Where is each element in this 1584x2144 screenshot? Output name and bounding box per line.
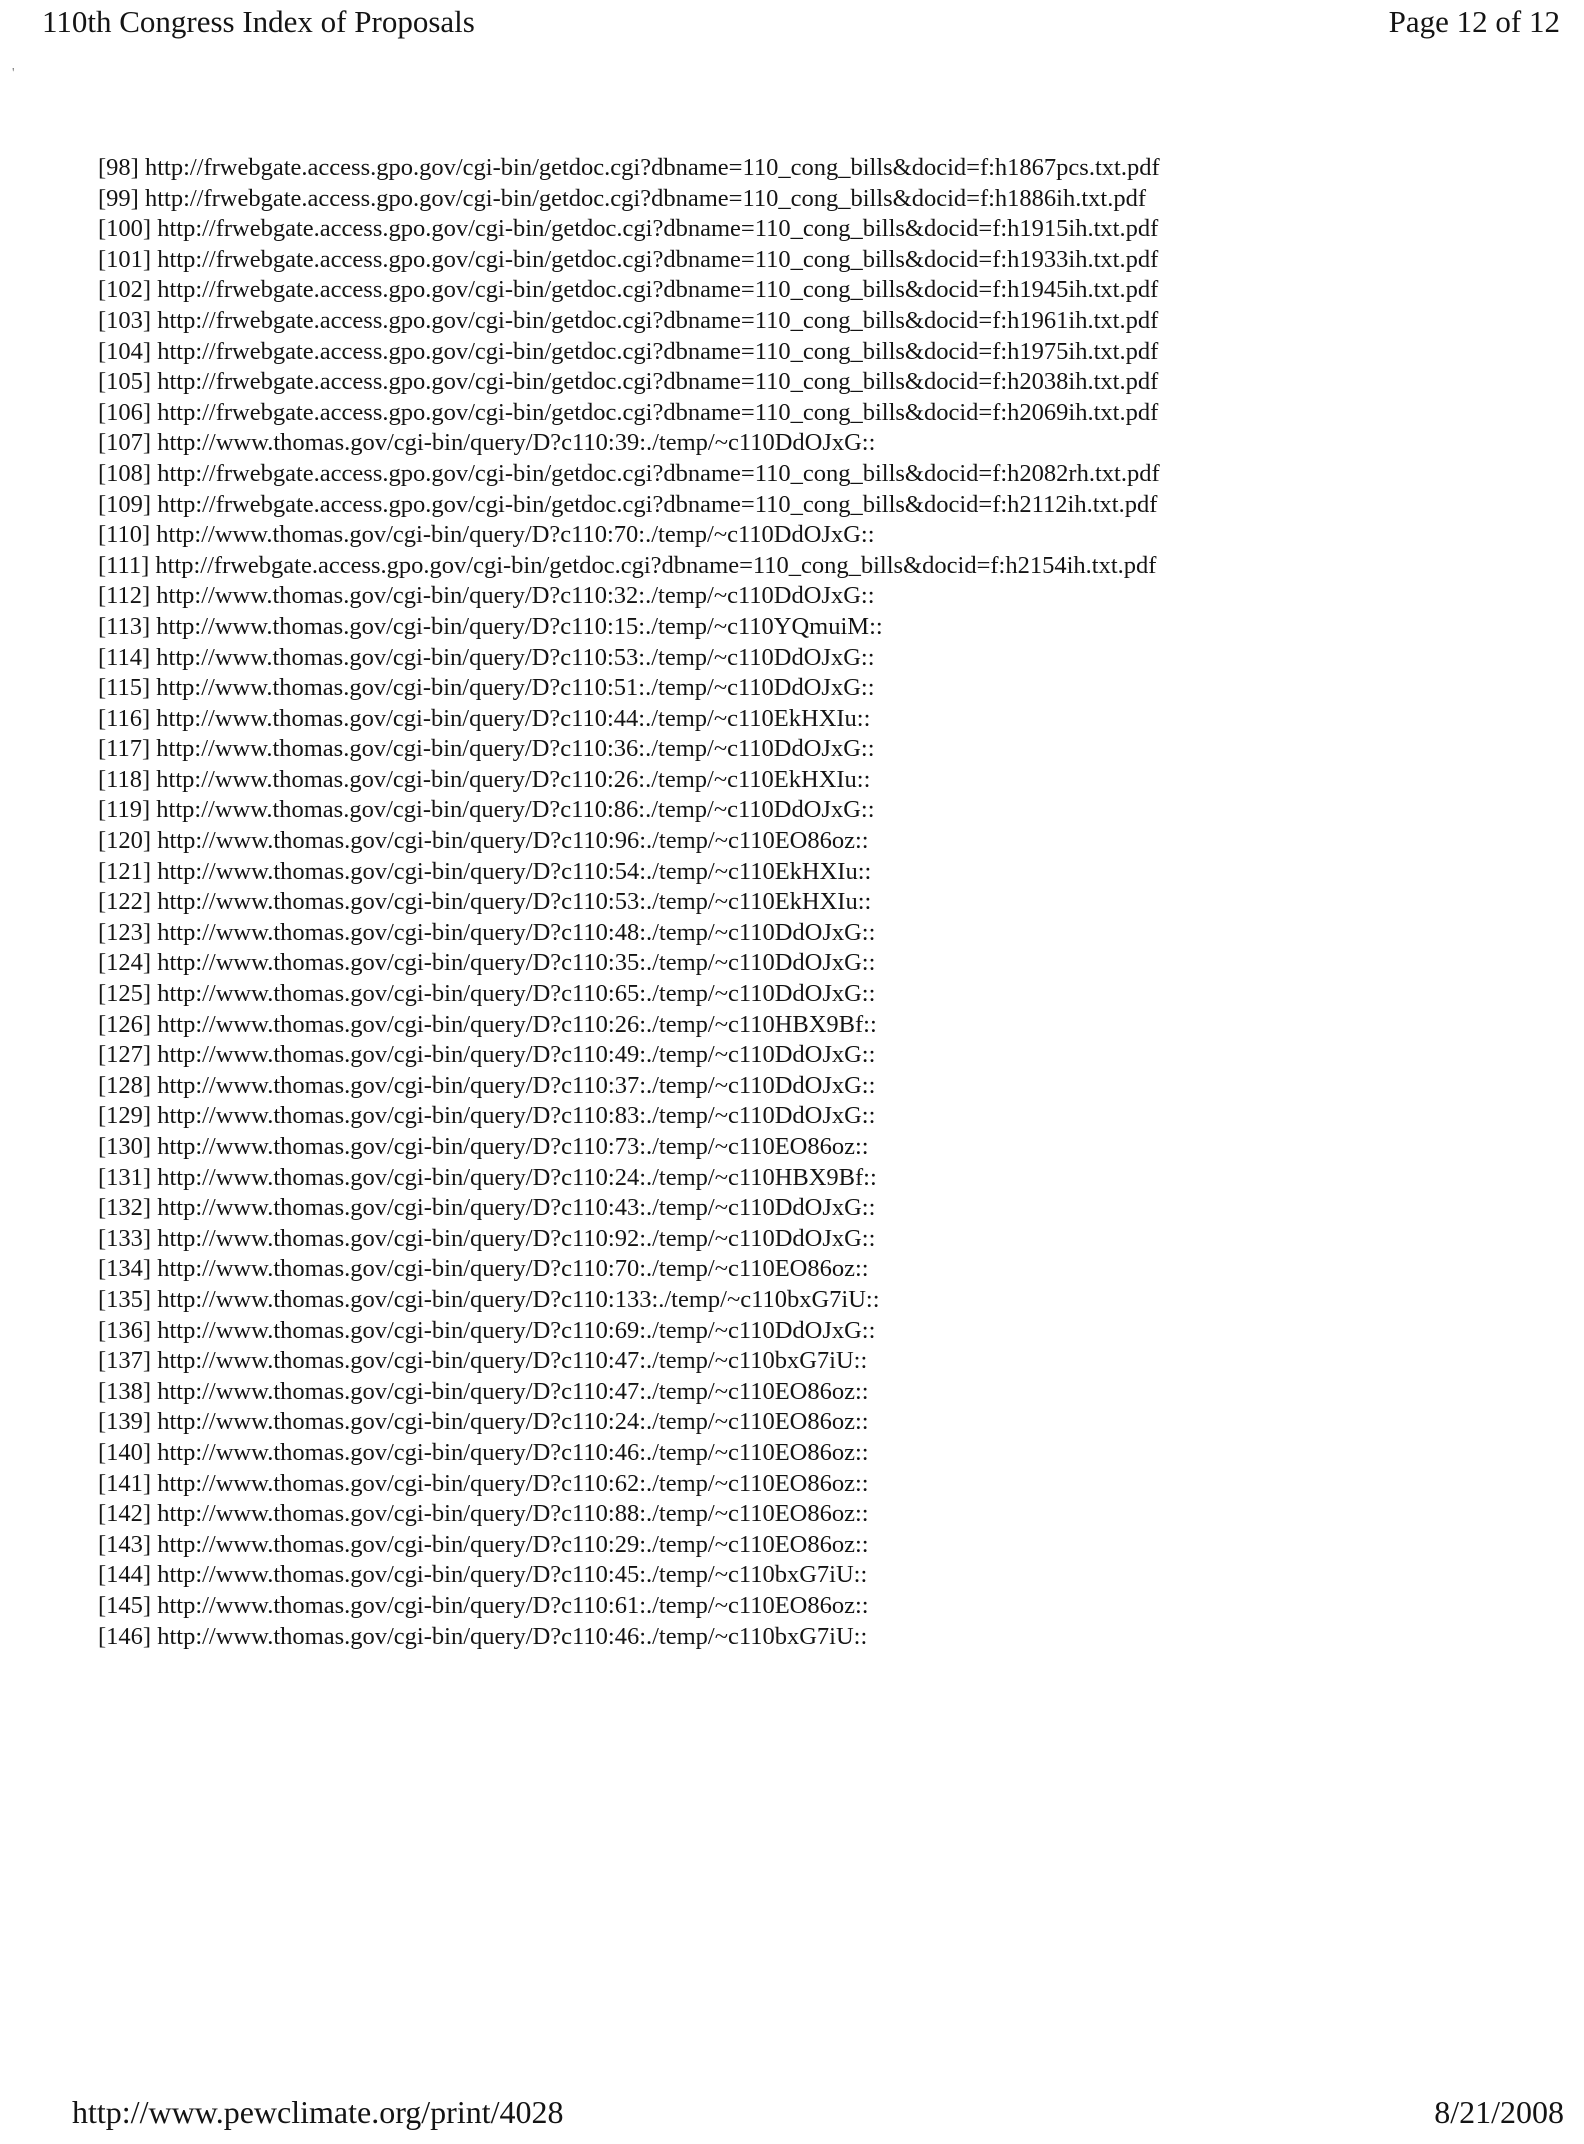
reference-number: [110] — [98, 521, 151, 549]
reference-url: http://www.thomas.gov/cgi-bin/query/D?c110:86:./temp/~c110DdOJxG:: — [156, 796, 875, 824]
reference-url: http://frwebgate.access.gpo.gov/cgi-bin/getdoc.cgi?dbname=110_cong_bills&docid=f:h2082rh.txt.pdf — [157, 459, 1160, 487]
reference-number: [112] — [98, 582, 151, 610]
reference-number: [117] — [98, 735, 151, 763]
reference-item — [98, 1499, 1160, 1530]
reference-item — [98, 1560, 1160, 1591]
reference-url: http://www.thomas.gov/cgi-bin/query/D?c110:48:./temp/~c110DdOJxG:: — [157, 918, 876, 946]
reference-url: http://www.thomas.gov/cgi-bin/query/D?c110:70:./temp/~c110DdOJxG:: — [156, 521, 875, 549]
reference-item — [98, 581, 1160, 612]
reference-url: http://frwebgate.access.gpo.gov/cgi-bin/getdoc.cgi?dbname=110_cong_bills&docid=f:h1961ih.txt.pdf — [157, 306, 1159, 334]
scan-mark: ' — [12, 66, 15, 81]
reference-number: [100] — [98, 215, 152, 243]
reference-url: http://www.thomas.gov/cgi-bin/query/D?c110:26:./temp/~c110EkHXIu:: — [156, 765, 871, 793]
reference-item — [98, 765, 1160, 796]
reference-url: http://www.thomas.gov/cgi-bin/query/D?c110:133:./temp/~c110bxG7iU:: — [157, 1285, 880, 1313]
reference-item — [98, 398, 1160, 429]
reference-url: http://www.thomas.gov/cgi-bin/query/D?c110:37:./temp/~c110DdOJxG:: — [157, 1071, 876, 1099]
reference-item — [98, 826, 1160, 857]
reference-number: [109] — [98, 490, 152, 518]
reference-url: http://www.thomas.gov/cgi-bin/query/D?c110:49:./temp/~c110DdOJxG:: — [157, 1041, 876, 1069]
reference-number: [107] — [98, 429, 152, 457]
reference-number: [98] — [98, 154, 139, 181]
reference-url: http://www.thomas.gov/cgi-bin/query/D?c110:53:./temp/~c110EkHXIu:: — [157, 888, 872, 916]
reference-number: [144] — [98, 1561, 152, 1589]
reference-number: [129] — [98, 1102, 152, 1130]
reference-item — [98, 551, 1160, 582]
reference-number: [122] — [98, 888, 152, 916]
reference-number: [131] — [98, 1163, 152, 1191]
reference-number: [108] — [98, 459, 152, 487]
reference-number: [136] — [98, 1316, 152, 1344]
reference-url: http://www.thomas.gov/cgi-bin/query/D?c110:61:./temp/~c110EO86oz:: — [157, 1591, 869, 1619]
reference-number: [143] — [98, 1530, 152, 1558]
reference-item — [98, 459, 1160, 490]
reference-number: [128] — [98, 1071, 152, 1099]
reference-number: [106] — [98, 398, 152, 426]
reference-url: http://www.thomas.gov/cgi-bin/query/D?c110:88:./temp/~c110EO86oz:: — [157, 1500, 869, 1528]
reference-number: [119] — [98, 796, 151, 824]
page-header-title: 110th Congress Index of Proposals — [42, 4, 475, 39]
reference-number: [126] — [98, 1010, 152, 1038]
reference-item — [98, 367, 1160, 398]
reference-item — [98, 306, 1160, 337]
reference-item — [98, 245, 1160, 276]
reference-number: [140] — [98, 1438, 152, 1466]
reference-url: http://www.thomas.gov/cgi-bin/query/D?c110:47:./temp/~c110EO86oz:: — [157, 1377, 869, 1405]
reference-url: http://frwebgate.access.gpo.gov/cgi-bin/getdoc.cgi?dbname=110_cong_bills&docid=f:h2038ih.txt.pdf — [157, 368, 1159, 396]
reference-url: http://www.thomas.gov/cgi-bin/query/D?c110:24:./temp/~c110EO86oz:: — [157, 1408, 869, 1436]
reference-item — [98, 1622, 1160, 1653]
reference-url: http://www.thomas.gov/cgi-bin/query/D?c110:47:./temp/~c110bxG7iU:: — [157, 1347, 868, 1375]
reference-url: http://www.thomas.gov/cgi-bin/query/D?c110:51:./temp/~c110DdOJxG:: — [156, 674, 875, 702]
reference-item — [98, 275, 1160, 306]
reference-number: [135] — [98, 1285, 152, 1313]
reference-number: [99] — [98, 184, 139, 212]
reference-url: http://www.thomas.gov/cgi-bin/query/D?c110:44:./temp/~c110EkHXIu:: — [156, 704, 871, 732]
reference-url: http://www.thomas.gov/cgi-bin/query/D?c110:70:./temp/~c110EO86oz:: — [157, 1255, 869, 1283]
reference-item — [98, 184, 1160, 215]
reference-number: [132] — [98, 1194, 152, 1222]
reference-number: [142] — [98, 1500, 152, 1528]
reference-url: http://frwebgate.access.gpo.gov/cgi-bin/getdoc.cgi?dbname=110_cong_bills&docid=f:h2069ih.txt.pdf — [157, 398, 1159, 426]
reference-number: [113] — [98, 612, 151, 640]
reference-number: [146] — [98, 1622, 152, 1650]
reference-number: [134] — [98, 1255, 152, 1283]
reference-url: http://www.thomas.gov/cgi-bin/query/D?c110:96:./temp/~c110EO86oz:: — [157, 827, 869, 855]
reference-number: [103] — [98, 306, 152, 334]
reference-url: http://www.thomas.gov/cgi-bin/query/D?c110:39:./temp/~c110DdOJxG:: — [157, 429, 876, 457]
reference-item — [98, 428, 1160, 459]
reference-number: [120] — [98, 827, 152, 855]
reference-url: http://www.thomas.gov/cgi-bin/query/D?c110:32:./temp/~c110DdOJxG:: — [156, 582, 875, 610]
reference-url: http://frwebgate.access.gpo.gov/cgi-bin/getdoc.cgi?dbname=110_cong_bills&docid=f:h1867pcs.txt.pdf — [144, 154, 1160, 181]
reference-item — [98, 857, 1160, 888]
reference-item — [98, 153, 1160, 184]
reference-number: [116] — [98, 704, 151, 732]
reference-item — [98, 1407, 1160, 1438]
reference-number: [105] — [98, 368, 152, 396]
reference-number: [139] — [98, 1408, 152, 1436]
reference-item — [98, 1071, 1160, 1102]
reference-number: [141] — [98, 1469, 152, 1497]
reference-url: http://www.thomas.gov/cgi-bin/query/D?c110:69:./temp/~c110DdOJxG:: — [157, 1316, 876, 1344]
reference-item — [98, 1132, 1160, 1163]
reference-url: http://www.thomas.gov/cgi-bin/query/D?c110:65:./temp/~c110DdOJxG:: — [157, 980, 876, 1008]
reference-url: http://www.thomas.gov/cgi-bin/query/D?c110:35:./temp/~c110DdOJxG:: — [157, 949, 876, 977]
reference-number: [102] — [98, 276, 152, 304]
reference-url: http://frwebgate.access.gpo.gov/cgi-bin/getdoc.cgi?dbname=110_cong_bills&docid=f:h2154ih.txt.pdf — [155, 551, 1157, 579]
reference-item — [98, 918, 1160, 949]
reference-item — [98, 1469, 1160, 1500]
reference-item — [98, 1346, 1160, 1377]
reference-item — [98, 1530, 1160, 1561]
reference-url: http://www.thomas.gov/cgi-bin/query/D?c110:46:./temp/~c110bxG7iU:: — [157, 1622, 868, 1650]
reference-number: [124] — [98, 949, 152, 977]
reference-item — [98, 612, 1160, 643]
reference-number: [130] — [98, 1133, 152, 1160]
reference-url: http://www.thomas.gov/cgi-bin/query/D?c110:36:./temp/~c110DdOJxG:: — [156, 735, 875, 763]
reference-item — [98, 1101, 1160, 1132]
reference-url: http://www.thomas.gov/cgi-bin/query/D?c110:24:./temp/~c110HBX9Bf:: — [157, 1163, 877, 1191]
reference-number: [127] — [98, 1041, 152, 1069]
reference-number: [115] — [98, 674, 151, 702]
reference-url: http://www.thomas.gov/cgi-bin/query/D?c110:62:./temp/~c110EO86oz:: — [157, 1469, 869, 1497]
reference-number: [138] — [98, 1377, 152, 1405]
reference-item — [98, 643, 1160, 674]
reference-item — [98, 1316, 1160, 1347]
reference-number: [111] — [98, 551, 150, 579]
reference-item — [98, 704, 1160, 735]
reference-item — [98, 1163, 1160, 1194]
reference-item — [98, 520, 1160, 551]
reference-item — [98, 734, 1160, 765]
reference-number: [125] — [98, 980, 152, 1008]
reference-url: http://www.thomas.gov/cgi-bin/query/D?c110:43:./temp/~c110DdOJxG:: — [157, 1194, 876, 1222]
reference-url: http://frwebgate.access.gpo.gov/cgi-bin/getdoc.cgi?dbname=110_cong_bills&docid=f:h1945ih.txt.pdf — [157, 276, 1159, 304]
reference-number: [118] — [98, 765, 151, 793]
reference-item — [98, 1040, 1160, 1071]
reference-url: http://www.thomas.gov/cgi-bin/query/D?c110:15:./temp/~c110YQmuiM:: — [156, 612, 883, 640]
reference-item — [98, 1010, 1160, 1041]
reference-item — [98, 1285, 1160, 1316]
reference-url: http://www.thomas.gov/cgi-bin/query/D?c110:73:./temp/~c110EO86oz:: — [157, 1133, 869, 1160]
reference-item — [98, 1224, 1160, 1255]
reference-number: [101] — [98, 245, 152, 273]
reference-url: http://www.thomas.gov/cgi-bin/query/D?c110:92:./temp/~c110DdOJxG:: — [157, 1224, 876, 1252]
reference-url: http://frwebgate.access.gpo.gov/cgi-bin/getdoc.cgi?dbname=110_cong_bills&docid=f:h2112ih.txt.pdf — [157, 490, 1158, 518]
footer-url: http://www.pewclimate.org/print/4028 — [72, 2094, 564, 2130]
reference-item — [98, 795, 1160, 826]
reference-url: http://frwebgate.access.gpo.gov/cgi-bin/getdoc.cgi?dbname=110_cong_bills&docid=f:h1975ih.txt.pdf — [157, 337, 1159, 365]
reference-url: http://frwebgate.access.gpo.gov/cgi-bin/getdoc.cgi?dbname=110_cong_bills&docid=f:h1915ih.txt.pdf — [157, 215, 1159, 243]
reference-url: http://www.thomas.gov/cgi-bin/query/D?c110:53:./temp/~c110DdOJxG:: — [156, 643, 875, 671]
reference-item — [98, 1254, 1160, 1285]
reference-number: [121] — [98, 857, 152, 885]
reference-item — [98, 1193, 1160, 1224]
reference-item — [98, 887, 1160, 918]
reference-list — [98, 153, 1160, 1652]
reference-number: [123] — [98, 918, 152, 946]
reference-number: [145] — [98, 1591, 152, 1619]
reference-item — [98, 214, 1160, 245]
reference-url: http://www.thomas.gov/cgi-bin/query/D?c110:46:./temp/~c110EO86oz:: — [157, 1438, 869, 1466]
reference-number: [104] — [98, 337, 152, 365]
reference-url: http://www.thomas.gov/cgi-bin/query/D?c110:83:./temp/~c110DdOJxG:: — [157, 1102, 876, 1130]
reference-number: [114] — [98, 643, 151, 671]
reference-item — [98, 1377, 1160, 1408]
reference-url: http://www.thomas.gov/cgi-bin/query/D?c110:54:./temp/~c110EkHXIu:: — [157, 857, 872, 885]
reference-url: http://frwebgate.access.gpo.gov/cgi-bin/getdoc.cgi?dbname=110_cong_bills&docid=f:h1933ih.txt.pdf — [157, 245, 1159, 273]
reference-url: http://frwebgate.access.gpo.gov/cgi-bin/getdoc.cgi?dbname=110_cong_bills&docid=f:h1886ih.txt.pdf — [144, 184, 1147, 212]
reference-item — [98, 948, 1160, 979]
reference-url: http://www.thomas.gov/cgi-bin/query/D?c110:29:./temp/~c110EO86oz:: — [157, 1530, 869, 1558]
reference-url: http://www.thomas.gov/cgi-bin/query/D?c110:26:./temp/~c110HBX9Bf:: — [157, 1010, 877, 1038]
reference-number: [137] — [98, 1347, 152, 1375]
reference-item — [98, 1591, 1160, 1622]
reference-url: http://www.thomas.gov/cgi-bin/query/D?c110:45:./temp/~c110bxG7iU:: — [157, 1561, 868, 1589]
reference-item — [98, 337, 1160, 368]
reference-item — [98, 673, 1160, 704]
reference-item — [98, 979, 1160, 1010]
reference-item — [98, 490, 1160, 521]
footer-date: 8/21/2008 — [1434, 2094, 1564, 2130]
reference-number: [133] — [98, 1224, 152, 1252]
reference-item — [98, 1438, 1160, 1469]
page-number: Page 12 of 12 — [1388, 4, 1560, 39]
